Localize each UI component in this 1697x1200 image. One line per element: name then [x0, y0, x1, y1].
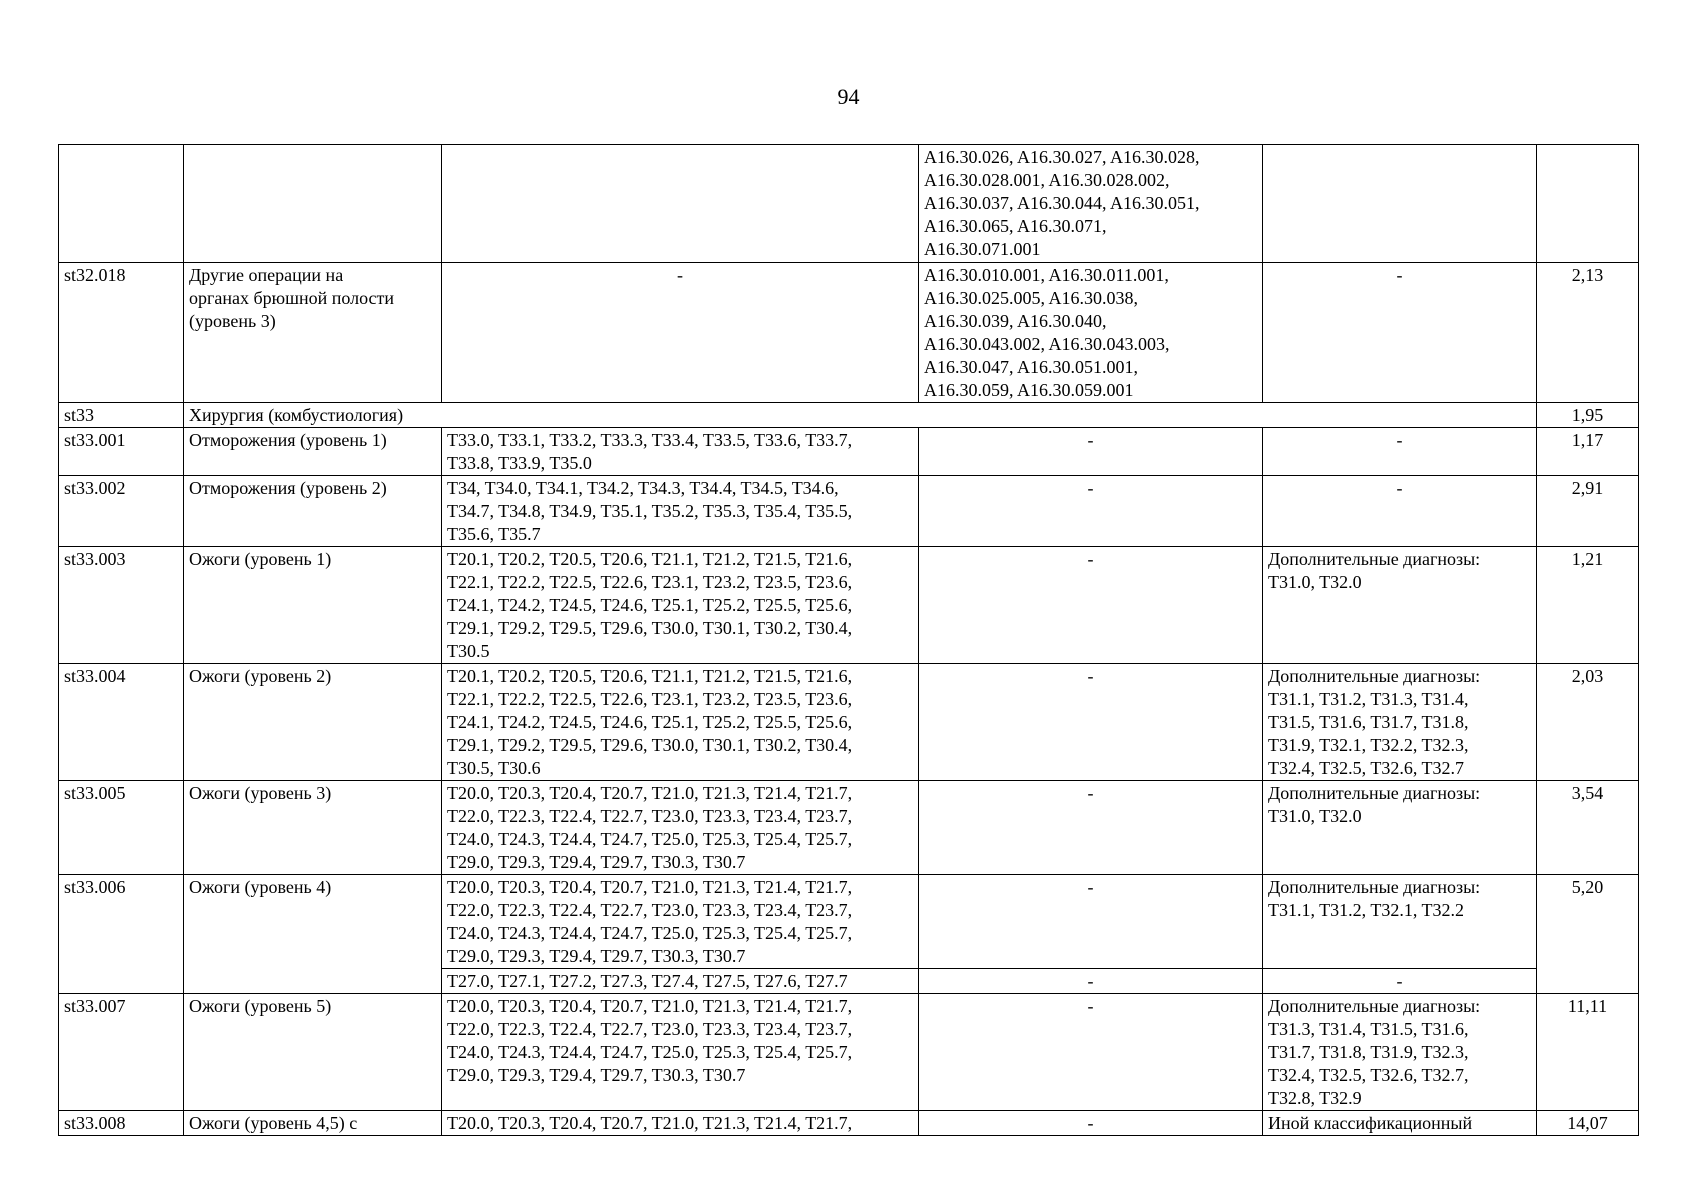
- kpg-table: [58, 144, 1639, 1136]
- cell-coef: [1537, 1111, 1639, 1136]
- cell-coef-line: 14,07: [1567, 1113, 1608, 1133]
- cell-diagnoses-line: T30.5, T30.6: [447, 758, 541, 778]
- cell-services-line: A16.30.037, A16.30.044, A16.30.051,: [924, 193, 1200, 213]
- cell-diagnoses-line: T22.0, T22.3, T22.4, T22.7, T23.0, T23.3, T23.4, T23.7,: [447, 1019, 853, 1039]
- cell-name: [184, 994, 442, 1111]
- cell-name-line: Ожоги (уровень 3): [189, 783, 332, 803]
- table-row: [59, 1111, 1639, 1136]
- cell-name-line: (уровень 3): [189, 311, 276, 331]
- cell-code-line: st33.007: [64, 996, 126, 1016]
- cell-other: [1263, 969, 1537, 994]
- section-title-line: Хирургия (комбустиология): [189, 405, 404, 425]
- section-code: [59, 403, 184, 428]
- cell-code: [59, 781, 184, 875]
- cell-other: [1263, 1111, 1537, 1136]
- cell-diagnoses: [442, 781, 919, 875]
- cell-coef: [1537, 145, 1639, 263]
- cell-diagnoses-line: -: [677, 265, 683, 285]
- cell-services-line: A16.30.025.005, A16.30.038,: [924, 288, 1139, 308]
- cell-other-line: T31.7, T31.8, T31.9, T32.3,: [1268, 1042, 1469, 1062]
- cell-diagnoses-line: T35.6, T35.7: [447, 524, 541, 544]
- cell-coef: [1537, 781, 1639, 875]
- cell-diagnoses-line: T24.0, T24.3, T24.4, T24.7, T25.0, T25.3, T25.4, T25.7,: [447, 829, 853, 849]
- cell-code-line: st33.001: [64, 430, 126, 450]
- cell-name-line: Ожоги (уровень 4,5) с: [189, 1113, 358, 1133]
- cell-diagnoses-line: T22.1, T22.2, T22.5, T22.6, T23.1, T23.2, T23.5, T23.6,: [447, 689, 853, 709]
- cell-diagnoses-line: T24.1, T24.2, T24.5, T24.6, T25.1, T25.2, T25.5, T25.6,: [447, 712, 853, 732]
- cell-code-line: st33.008: [64, 1113, 126, 1133]
- cell-services: [919, 875, 1263, 969]
- cell-other-line: Дополнительные диагнозы:: [1268, 666, 1481, 686]
- cell-other-line: Дополнительные диагнозы:: [1268, 549, 1481, 569]
- cell-other-line: -: [1396, 430, 1403, 450]
- cell-coef-line: 2,03: [1571, 666, 1604, 686]
- cell-code-line: st33.005: [64, 783, 126, 803]
- cell-other: [1263, 994, 1537, 1111]
- cell-services-line: A16.30.010.001, A16.30.011.001,: [924, 265, 1169, 285]
- cell-name: [184, 428, 442, 476]
- cell-other-line: Дополнительные диагнозы:: [1268, 877, 1481, 897]
- cell-diagnoses: [442, 263, 919, 403]
- cell-services-line: -: [1087, 430, 1094, 450]
- cell-diagnoses-line: T24.1, T24.2, T24.5, T24.6, T25.1, T25.2, T25.5, T25.6,: [447, 595, 853, 615]
- cell-services: [919, 547, 1263, 664]
- cell-diagnoses-line: T29.0, T29.3, T29.4, T29.7, T30.3, T30.7: [447, 1065, 746, 1085]
- table-row: [59, 263, 1639, 403]
- cell-code: [59, 476, 184, 547]
- cell-diagnoses-line: T29.1, T29.2, T29.5, T29.6, T30.0, T30.1, T30.2, T30.4,: [447, 735, 853, 755]
- cell-other-line: T31.0, T32.0: [1268, 572, 1362, 592]
- cell-diagnoses-line: T34.7, T34.8, T34.9, T35.1, T35.2, T35.3, T35.4, T35.5,: [447, 501, 853, 521]
- cell-diagnoses-line: T29.0, T29.3, T29.4, T29.7, T30.3, T30.7: [447, 852, 746, 872]
- cell-diagnoses-line: T33.0, T33.1, T33.2, T33.3, T33.4, T33.5, T33.6, T33.7,: [447, 430, 853, 450]
- cell-diagnoses-line: T29.0, T29.3, T29.4, T29.7, T30.3, T30.7: [447, 946, 746, 966]
- cell-name-line: Ожоги (уровень 2): [189, 666, 332, 686]
- section-row: [59, 403, 1639, 428]
- cell-diagnoses-line: T22.0, T22.3, T22.4, T22.7, T23.0, T23.3, T23.4, T23.7,: [447, 900, 853, 920]
- cell-services-line: A16.30.039, A16.30.040,: [924, 311, 1107, 331]
- cell-code: [59, 428, 184, 476]
- cell-code-line: st33.004: [64, 666, 126, 686]
- cell-code: [59, 263, 184, 403]
- cell-services-line: -: [1087, 478, 1094, 498]
- cell-services-line: -: [1087, 666, 1094, 686]
- page-number: 94: [837, 84, 860, 109]
- cell-name: [184, 263, 442, 403]
- cell-name-line: Ожоги (уровень 4): [189, 877, 332, 897]
- cell-other: [1263, 428, 1537, 476]
- cell-diagnoses-line: T20.1, T20.2, T20.5, T20.6, T21.1, T21.2, T21.5, T21.6,: [447, 549, 853, 569]
- cell-other: [1263, 547, 1537, 664]
- cell-other: [1263, 875, 1537, 969]
- cell-name-line: органах брюшной полости: [189, 288, 395, 308]
- cell-coef: [1537, 263, 1639, 403]
- cell-diagnoses: [442, 875, 919, 969]
- cell-name: [184, 547, 442, 664]
- cell-services-line: A16.30.026, A16.30.027, A16.30.028,: [924, 147, 1200, 167]
- table-row: [59, 781, 1639, 875]
- cell-diagnoses-line: T27.0, T27.1, T27.2, T27.3, T27.4, T27.5, T27.6, T27.7: [447, 971, 848, 991]
- table-row: [59, 664, 1639, 781]
- cell-other-line: T32.4, T32.5, T32.6, T32.7: [1268, 758, 1465, 778]
- cell-diagnoses-line: T22.0, T22.3, T22.4, T22.7, T23.0, T23.3, T23.4, T23.7,: [447, 806, 853, 826]
- cell-code: [59, 994, 184, 1111]
- section-code-line: st33: [64, 405, 95, 425]
- cell-diagnoses-line: T20.0, T20.3, T20.4, T20.7, T21.0, T21.3, T21.4, T21.7,: [447, 996, 853, 1016]
- cell-coef-line: 1,17: [1571, 430, 1604, 450]
- cell-services: [919, 664, 1263, 781]
- cell-name-line: Другие операции на: [189, 265, 344, 285]
- cell-diagnoses-line: T20.0, T20.3, T20.4, T20.7, T21.0, T21.3, T21.4, T21.7,: [447, 1113, 853, 1133]
- cell-other: [1263, 145, 1537, 263]
- cell-other-line: Дополнительные диагнозы:: [1268, 783, 1481, 803]
- cell-other-line: T31.1, T31.2, T32.1, T32.2: [1268, 900, 1465, 920]
- cell-diagnoses-line: T33.8, T33.9, T35.0: [447, 453, 592, 473]
- table-row: [59, 428, 1639, 476]
- section-coef-line: 1,95: [1571, 405, 1604, 425]
- cell-services-line: -: [1087, 971, 1094, 991]
- cell-other: [1263, 781, 1537, 875]
- cell-coef-line: 5,20: [1571, 877, 1604, 897]
- cell-code-line: st32.018: [64, 265, 126, 285]
- cell-coef: [1537, 476, 1639, 547]
- cell-code: [59, 664, 184, 781]
- cell-code-line: st33.006: [64, 877, 126, 897]
- cell-services-line: A16.30.047, A16.30.051.001,: [924, 357, 1139, 377]
- cell-services: [919, 428, 1263, 476]
- cell-other-line: T31.0, T32.0: [1268, 806, 1362, 826]
- cell-diagnoses-line: T29.1, T29.2, T29.5, T29.6, T30.0, T30.1, T30.2, T30.4,: [447, 618, 853, 638]
- cell-code: [59, 547, 184, 664]
- cell-services: [919, 994, 1263, 1111]
- cell-diagnoses-line: T34, T34.0, T34.1, T34.2, T34.3, T34.4, T34.5, T34.6,: [447, 478, 839, 498]
- cell-coef-line: 2,13: [1571, 265, 1604, 285]
- cell-other-line: -: [1396, 478, 1403, 498]
- cell-services: [919, 145, 1263, 263]
- cell-name: [184, 875, 442, 994]
- cell-other: [1263, 664, 1537, 781]
- cell-name: [184, 1111, 442, 1136]
- cell-other: [1263, 263, 1537, 403]
- cell-services: [919, 781, 1263, 875]
- cell-name: [184, 664, 442, 781]
- cell-diagnoses-line: T24.0, T24.3, T24.4, T24.7, T25.0, T25.3, T25.4, T25.7,: [447, 923, 853, 943]
- cell-services-line: A16.30.065, A16.30.071,: [924, 216, 1107, 236]
- cell-code: [59, 875, 184, 994]
- cell-services-line: -: [1087, 877, 1094, 897]
- table-row: [59, 994, 1639, 1111]
- cell-services: [919, 1111, 1263, 1136]
- cell-coef-line: 2,91: [1571, 478, 1604, 498]
- cell-services-line: -: [1087, 783, 1094, 803]
- cell-coef: [1537, 664, 1639, 781]
- cell-other-line: T32.8, T32.9: [1268, 1088, 1362, 1108]
- cell-diagnoses: [442, 969, 919, 994]
- cell-code-line: st33.002: [64, 478, 126, 498]
- cell-name-line: Отморожения (уровень 1): [189, 430, 387, 450]
- cell-other-line: Иной классификационный: [1268, 1113, 1473, 1133]
- cell-other-line: -: [1396, 971, 1403, 991]
- cell-code: [59, 145, 184, 263]
- cell-diagnoses: [442, 145, 919, 263]
- cell-other: [1263, 476, 1537, 547]
- cell-diagnoses-line: T20.0, T20.3, T20.4, T20.7, T21.0, T21.3, T21.4, T21.7,: [447, 877, 853, 897]
- cell-services-line: A16.30.071.001: [924, 239, 1041, 259]
- cell-coef-line: 1,21: [1571, 549, 1604, 569]
- section-coef: [1537, 403, 1639, 428]
- cell-services-line: -: [1087, 549, 1094, 569]
- cell-services-line: A16.30.028.001, A16.30.028.002,: [924, 170, 1170, 190]
- cell-services-line: -: [1087, 1113, 1094, 1133]
- cell-other-line: T31.3, T31.4, T31.5, T31.6,: [1268, 1019, 1469, 1039]
- cell-other-line: T31.9, T32.1, T32.2, T32.3,: [1268, 735, 1469, 755]
- cell-code: [59, 1111, 184, 1136]
- cell-diagnoses-line: T24.0, T24.3, T24.4, T24.7, T25.0, T25.3, T25.4, T25.7,: [447, 1042, 853, 1062]
- cell-diagnoses-line: T20.0, T20.3, T20.4, T20.7, T21.0, T21.3, T21.4, T21.7,: [447, 783, 853, 803]
- cell-other-line: T31.5, T31.6, T31.7, T31.8,: [1268, 712, 1469, 732]
- table-row: [59, 875, 1639, 969]
- cell-services-line: -: [1087, 996, 1094, 1016]
- cell-services: [919, 969, 1263, 994]
- cell-name: [184, 476, 442, 547]
- cell-diagnoses: [442, 428, 919, 476]
- cell-diagnoses: [442, 664, 919, 781]
- cell-diagnoses: [442, 1111, 919, 1136]
- cell-coef: [1537, 428, 1639, 476]
- cell-coef-line: 3,54: [1571, 783, 1604, 803]
- cell-other-line: -: [1396, 265, 1403, 285]
- cell-diagnoses-line: T22.1, T22.2, T22.5, T22.6, T23.1, T23.2, T23.5, T23.6,: [447, 572, 853, 592]
- section-title: [184, 403, 1537, 428]
- cell-name-line: Ожоги (уровень 1): [189, 549, 332, 569]
- table-row: [59, 476, 1639, 547]
- cell-coef: [1537, 875, 1639, 994]
- cell-code-line: st33.003: [64, 549, 126, 569]
- cell-name-line: Ожоги (уровень 5): [189, 996, 332, 1016]
- cell-coef-line: 11,11: [1567, 996, 1608, 1016]
- cell-other-line: Дополнительные диагнозы:: [1268, 996, 1481, 1016]
- cell-coef: [1537, 547, 1639, 664]
- cell-diagnoses-line: T30.5: [447, 641, 490, 661]
- table-row: [59, 145, 1639, 263]
- cell-diagnoses: [442, 476, 919, 547]
- cell-diagnoses-line: T20.1, T20.2, T20.5, T20.6, T21.1, T21.2, T21.5, T21.6,: [447, 666, 853, 686]
- cell-name: [184, 781, 442, 875]
- cell-services-line: A16.30.043.002, A16.30.043.003,: [924, 334, 1170, 354]
- cell-services-line: A16.30.059, A16.30.059.001: [924, 380, 1134, 400]
- cell-services: [919, 476, 1263, 547]
- cell-other-line: T31.1, T31.2, T31.3, T31.4,: [1268, 689, 1469, 709]
- cell-diagnoses: [442, 547, 919, 664]
- cell-other-line: T32.4, T32.5, T32.6, T32.7,: [1268, 1065, 1469, 1085]
- cell-services: [919, 263, 1263, 403]
- cell-name-line: Отморожения (уровень 2): [189, 478, 387, 498]
- table-row: [59, 547, 1639, 664]
- cell-name: [184, 145, 442, 263]
- cell-diagnoses: [442, 994, 919, 1111]
- cell-coef: [1537, 994, 1639, 1111]
